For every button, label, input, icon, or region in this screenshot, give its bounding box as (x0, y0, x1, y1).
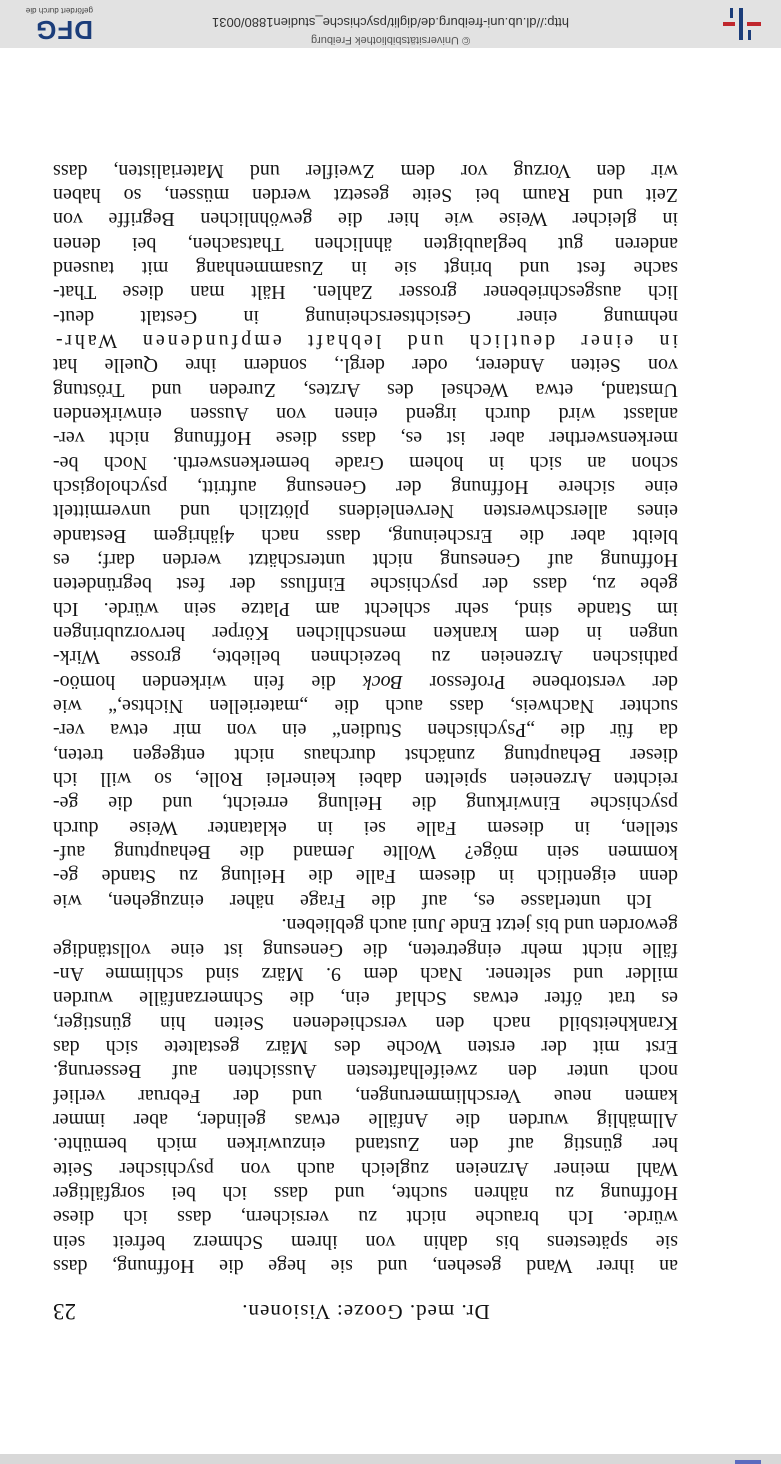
text-line: sie spätestens bis dahin von ihrem Schmerz befreit sein (53, 1230, 678, 1253)
body-text (53, 158, 678, 1278)
text-line: Hoffnung auf Genesung nicht unterschätzt werden darf; es (53, 549, 678, 572)
text-line: Erst mit der ersten Woche des März gestaltete sich das (53, 1035, 678, 1058)
text-line: merkenswerther aber ist es, dass diese Hoffnung nicht ver- (53, 427, 678, 450)
page-header (53, 1294, 678, 1324)
text-line: da für die „Psychischen Studien“ ein von mir etwa ver- (53, 719, 678, 742)
text-line: bleibt aber die Erscheinung, dass nach 4jährigem Bestande (53, 524, 678, 547)
text-line: anlasst wird durch irgend einen von Aussen einwirkenden (53, 402, 678, 425)
text-line: kamen neue Verschlimmerungen, und der Februar verlief (53, 1084, 678, 1107)
copyright-notice: © Universitätsbibliothek Freiburg (310, 34, 471, 46)
text-line: fälle nicht mehr eingetreten, die Genesung ist eine vollständige (53, 938, 678, 961)
text-line: eines allerschwersten Nervenleidens plötzlich und unvermittelt (53, 500, 678, 523)
text-line: anderen gut beglaubigten ähnlichen Thatsachen, bei denen (53, 232, 678, 255)
text-line: in gleicher Weise wie hier die gewöhnlichen Begriffe von (53, 208, 678, 231)
dfg-logo-subtitle: gefördert durch die (25, 6, 93, 15)
text-line: Krankheitsbild nach den verschiedenen Seiten hin günstiger, (53, 1011, 678, 1034)
text-line: eine sichere Hoffnung der Genesung auftritt, psychologisch (53, 476, 678, 498)
text-line: schon an sich in hohem Grade bemerkenswerth. Noch be- (53, 451, 678, 474)
permalink-url[interactable]: http://dl.ub.uni-freiburg.de/diglit/psychische_studien1880/0031 (211, 15, 570, 30)
text-line: Zeit und Raum bei Seite gesetzt werden müssen, so haben (53, 183, 678, 206)
text-line: Umstand, etwa Wechsel des Arztes, Zureden und Tröstung (53, 378, 678, 401)
running-head: Dr. med. Gooze: Visionen. (241, 1300, 490, 1324)
text-line: noch unter den zweifelhaftesten Aussichten auf Besserung. (53, 1060, 678, 1083)
previous-page-logo-fragment (735, 1460, 761, 1464)
text-line: Allmählig wurden die Anfälle etwas gelinder, aber immer (53, 1108, 678, 1131)
text-line: im Stande sind, sehr schlecht am Platze sein würde. Ich (53, 597, 678, 620)
page-number: 23 (53, 1299, 76, 1324)
text-line: reichten Arzeneien spielten dabei keinerlei Rolle, so will ich (53, 768, 678, 791)
dfg-logo-text: DFG (35, 15, 93, 45)
italic-name: Bock (362, 670, 403, 693)
text-line: wir den Vorzug vor dem Zweifler und Materialisten, dass (53, 159, 678, 182)
text-line: kommen sein möge? Wollte Jemand die Behauptung auf- (53, 841, 678, 864)
text-line-emphasized: in einer deutlich und lebhaft empfundenen Wahr- (53, 329, 678, 352)
text-line: psychische Einwirkung die Heilung erreicht, und die ge- (53, 792, 678, 815)
text-line: geworden und bis jetzt Ende Juni auch geblieben. (281, 914, 678, 937)
dfg-logo (3, 1, 93, 43)
text-line: von Seiten Anderer, oder dergl., sondern ihre Quelle hat (53, 354, 678, 377)
text-line: her günstig auf den Zustand einzuwirken mich bemühte. (53, 1133, 678, 1156)
text-line: es trat öfter etwas Schlaf ein, die Schmerzanfälle wurden (53, 987, 678, 1010)
text-line: denn eigentlich in diesem Falle die Heilung zu Stande ge- (53, 865, 678, 888)
text-line: dieser Behauptung zunächst durchaus nicht entgegen treten, (53, 743, 678, 766)
text-line: an ihrer Wand gesehen, und sie hege die Hoffnung, dass (53, 1255, 678, 1277)
text-line: sache fest und bringt sie in Zusammenhang mit tausend (53, 256, 678, 279)
text-line: milder und seltener. Nach dem 9. März sind schlimme An- (53, 962, 678, 985)
viewer-footer (0, 0, 781, 48)
text-line: Hoffnung zu nähren suchte, und dass ich bei sorgfältiger (53, 1181, 678, 1204)
text-line: Wahl meiner Arzneien zugleich auch von psychischer Seite (53, 1157, 678, 1180)
paragraph-first-line: Ich unterlasse es, auf die Frage näher einzugehen, wie (53, 889, 652, 912)
text-line: suchter Nachweis, dass auch die „materiellen Nichtse,“ wie (53, 695, 678, 718)
text-line: der verstorbene Professor Bock die fein wirkenden homöo- (53, 670, 678, 693)
text-line: stellen, in diesem Falle sei in eklatanter Weise durch (53, 816, 678, 839)
text-line: lich ausgeschriebener grosser Zahlen. Hält man diese That- (53, 281, 678, 304)
text-line: pathischen Arzeneien zu bezeichnen beliebte, grosse Wirk- (53, 646, 678, 669)
text-line-emphasized: nehmung einer Gesichtserscheinung in Gestalt deut- (53, 305, 678, 328)
text-line: würde. Ich brauche nicht zu versichern, dass ich diese (53, 1206, 678, 1229)
previous-page-footer-strip (0, 1454, 781, 1464)
text-line: gebe zu, dass der psychische Einfluss der fest begründeten (53, 573, 678, 596)
text-line: ungen in dem kranken menschlichen Körper hervorzubringen (53, 622, 678, 645)
